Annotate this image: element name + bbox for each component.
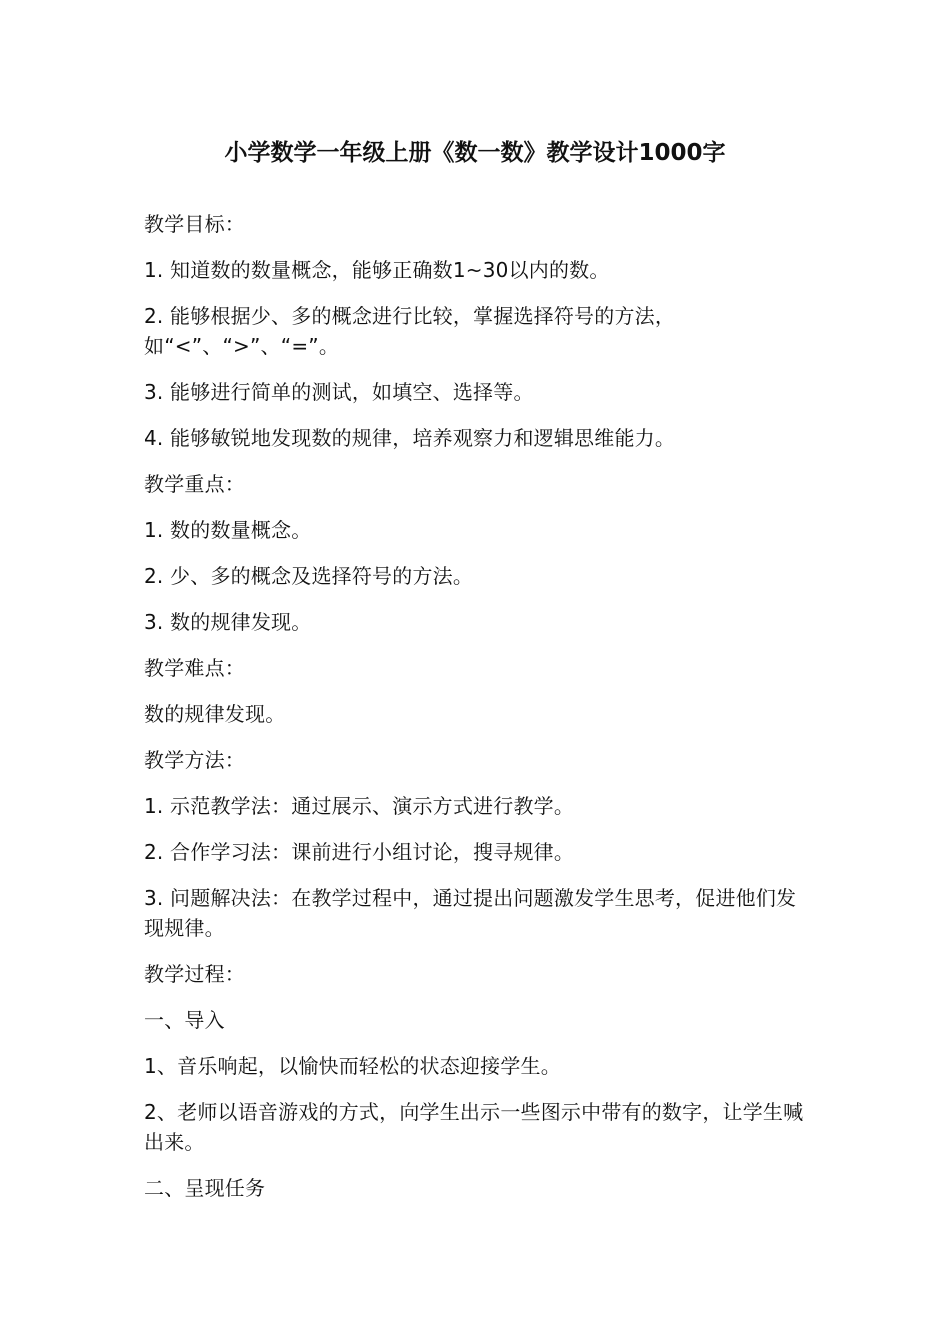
heading-teaching-methods: 教学方法： [144,748,245,772]
document-body [144,209,809,1219]
process-step-1: 1、音乐响起，以愉快而轻松的状态迎接学生。 [144,1054,561,1078]
document-title: 小学数学一年级上册《数一数》教学设计1000字 [224,140,726,166]
process-section-1: 一、导入 [144,1008,225,1032]
process-step-2: 2、老师以语音游戏的方式，向学生出示一些图示中带有的数字，让学生喊出来。 [144,1100,804,1154]
difficulty-item: 数的规律发现。 [144,702,286,726]
objective-item-2: 2. 能够根据少、多的概念进行比较，掌握选择符号的方法，如“<”、“>”、“=”。 [144,304,676,358]
focus-item-1: 1. 数的数量概念。 [144,518,312,542]
heading-teaching-difficulty: 教学难点： [144,656,245,680]
method-item-3: 3. 问题解决法：在教学过程中，通过提出问题激发学生思考，促进他们发现规律。 [144,886,797,940]
heading-teaching-objectives: 教学目标： [144,212,245,236]
process-section-2: 二、呈现任务 [144,1176,266,1200]
focus-item-3: 3. 数的规律发现。 [144,610,312,634]
objective-item-1: 1. 知道数的数量概念，能够正确数1~30以内的数。 [144,258,610,282]
method-item-1: 1. 示范教学法：通过展示、演示方式进行教学。 [144,794,575,818]
method-item-2: 2. 合作学习法：课前进行小组讨论，搜寻规律。 [144,840,575,864]
heading-teaching-process: 教学过程： [144,962,245,986]
objective-item-3: 3. 能够进行简单的测试，如填空、选择等。 [144,380,534,404]
heading-teaching-focus: 教学重点： [144,472,245,496]
focus-item-2: 2. 少、多的概念及选择符号的方法。 [144,564,474,588]
objective-item-4: 4. 能够敏锐地发现数的规律，培养观察力和逻辑思维能力。 [144,426,676,450]
